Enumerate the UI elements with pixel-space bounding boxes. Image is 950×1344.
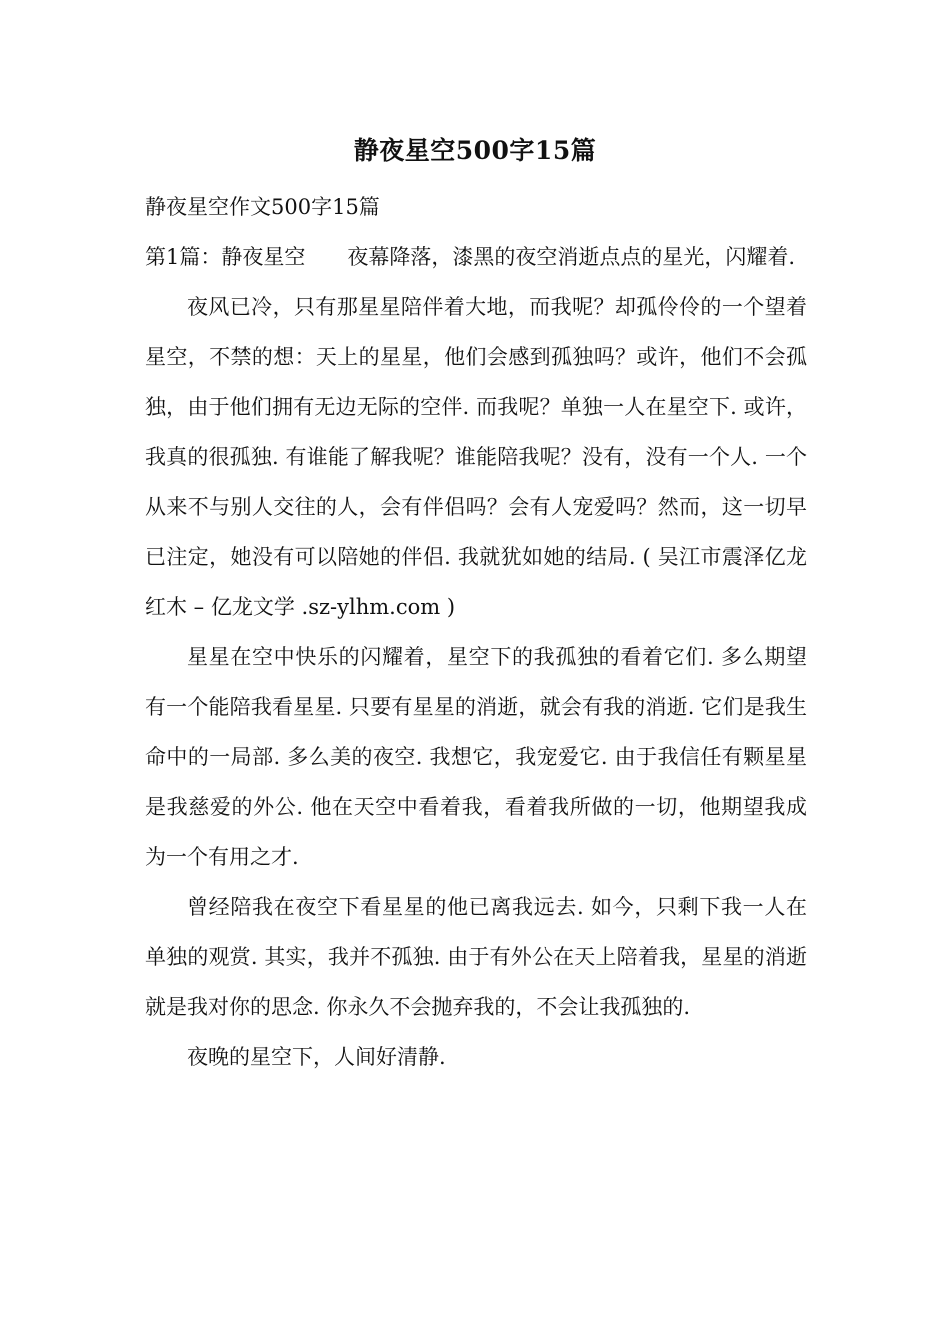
paragraph-5: 夜晚的星空下，人间好清静. bbox=[187, 1045, 446, 1069]
paragraph-3: 星星在空中快乐的闪耀着，星空下的我孤独的看着它们. 多么期望有一个能陪我看星星. 只要有星星的消逝，就会有我的消逝. 它们是我生命中的一局部. 多么美的夜空. 我想它，我宠爱它. 由于我信任有颗星星是我慈爱的外公. 他在天空中看着我，看着我所做的一切，他期望我成为一个有用之才. bbox=[145, 645, 807, 869]
paragraph-1: 第1篇：静夜星空 夜幕降落，漆黑的夜空消逝点点的星光，闪耀着. bbox=[145, 245, 796, 269]
paragraph-4: 曾经陪我在夜空下看星星的他已离我远去. 如今，只剩下我一人在单独的观赏. 其实，我并不孤独. 由于有外公在天上陪着我，星星的消逝就是我对你的思念. 你永久不会抛弃我的，不会让我孤独的. bbox=[145, 895, 807, 1019]
subtitle-line: 静夜星空作文500字15篇 bbox=[145, 195, 380, 219]
paragraph-2: 夜风已冷，只有那星星陪伴着大地，而我呢？却孤伶伶的一个望着星空，不禁的想：天上的星星，他们会感到孤独吗？或许，他们不会孤独，由于他们拥有无边无际的空伴. 而我呢？单独一人在星空下. 或许，我真的很孤独. 有谁能了解我呢？谁能陪我呢？没有，没有一个人. 一个从来不与别人交往的人，会有伴侣吗？会有人宠爱吗？然而，这一切早已注定，她没有可以陪她的伴侣. 我就犹如她的结局. ( 吴江市震泽亿龙红木 – 亿龙文学 .sz-ylhm.com ) bbox=[145, 295, 807, 619]
article-body bbox=[145, 182, 807, 1082]
page-title: 静夜星空500字15篇 bbox=[353, 136, 597, 165]
